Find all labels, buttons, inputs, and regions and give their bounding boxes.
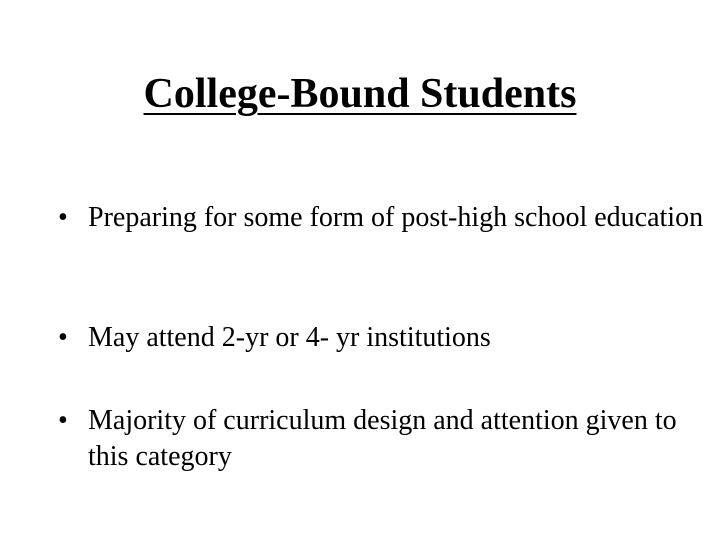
slide-title: College-Bound Students (143, 71, 577, 117)
bullet-icon: • (58, 322, 68, 353)
bullet-icon: • (58, 405, 68, 436)
bullet-text: May attend 2-yr or 4- yr institutions (88, 322, 491, 353)
bullet-icon: • (58, 202, 68, 233)
bullet-item (58, 320, 708, 356)
bullet-text: Majority of curriculum design and attention given to this category (88, 405, 677, 472)
bullet-item (58, 200, 708, 236)
bullet-text: Preparing for some form of post-high school education (88, 202, 704, 233)
bullet-item (58, 403, 708, 475)
